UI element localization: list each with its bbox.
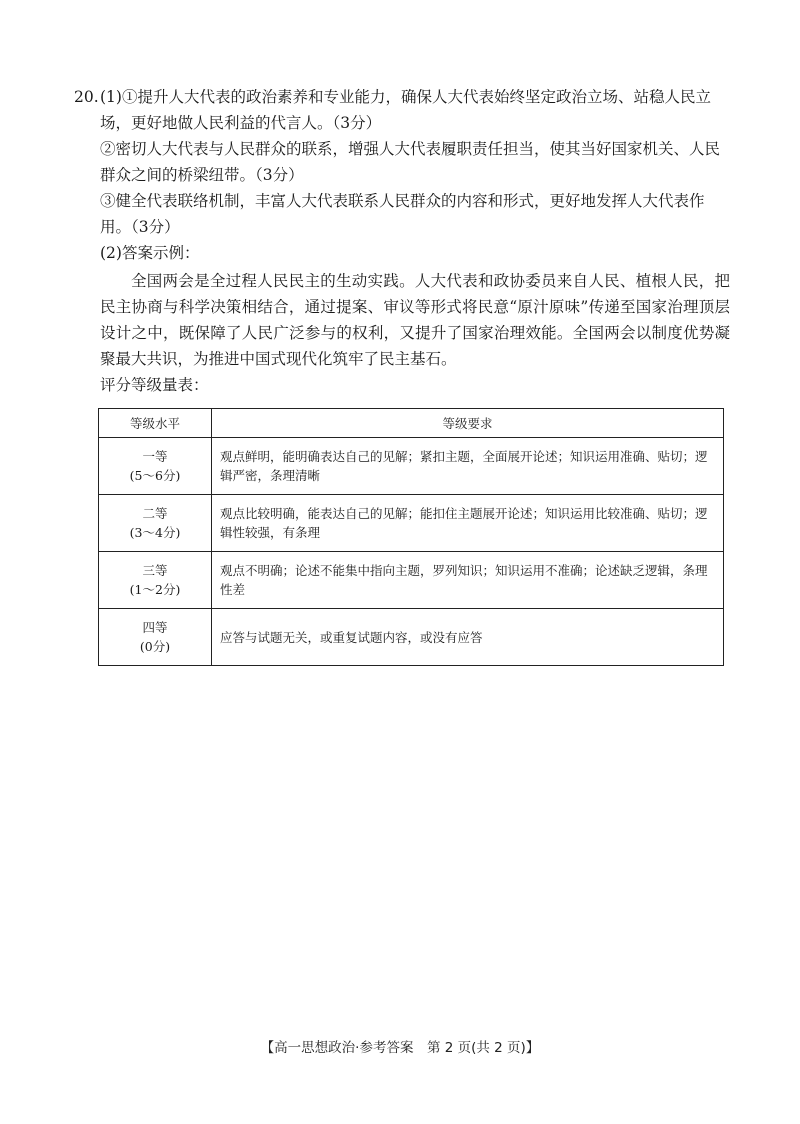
part1-point-3: ③健全代表联络机制，丰富人大代表联系人民群众的内容和形式，更好地发挥人大代表作用。（3分） xyxy=(100,192,705,236)
requirement-cell: 观点不明确；论述不能集中指向主题，罗列知识；知识运用不准确；论述缺乏逻辑，条理性差 xyxy=(212,552,724,609)
table-row xyxy=(99,438,724,495)
level-name: 三等 xyxy=(142,563,168,578)
table-row xyxy=(99,495,724,552)
level-cell xyxy=(99,438,212,495)
level-cell xyxy=(99,609,212,666)
grading-scale-table xyxy=(98,408,724,666)
requirement-cell: 应答与试题无关，或重复试题内容，或没有应答 xyxy=(212,609,724,666)
level-score: (0分) xyxy=(139,639,171,654)
level-score: (1～2分) xyxy=(129,582,181,597)
level-name: 一等 xyxy=(142,449,168,464)
question-20 xyxy=(74,84,730,398)
level-name: 四等 xyxy=(142,620,168,635)
level-name: 二等 xyxy=(142,506,168,521)
page-footer: 【高一思想政治·参考答案 第 2 页(共 2 页)】 xyxy=(260,1040,540,1056)
requirement-cell: 观点比较明确，能表达自己的见解；能扣住主题展开论述；知识运用比较准确、贴切；逻辑性较强，有条理 xyxy=(212,495,724,552)
scale-title: 评分等级量表： xyxy=(100,376,209,394)
part1-point-1 xyxy=(74,84,730,136)
table-row xyxy=(99,552,724,609)
sample-essay: 全国两会是全过程人民民主的生动实践。人大代表和政协委员来自人民、植根人民，把民主协商与科学决策相结合，通过提案、审议等形式将民意“原汁原味”传递至国家治理顶层设计之中，既保障了人民广泛参与的权利，又提升了国家治理效能。全国两会以制度优势凝聚最大共识，为推进中国式现代化筑牢了民主基石。 xyxy=(100,272,730,368)
table-header-row xyxy=(99,409,724,438)
question-number: 20. xyxy=(74,88,99,106)
level-cell xyxy=(99,552,212,609)
requirement-cell: 观点鲜明，能明确表达自己的见解；紧扣主题，全面展开论述；知识运用准确、贴切；逻辑严密，条理清晰 xyxy=(212,438,724,495)
part1-label: (1) xyxy=(100,88,122,106)
part1-point-1-text: ①提升人大代表的政治素养和专业能力，确保人大代表始终坚定政治立场、站稳人民立场，更好地做人民利益的代言人。（3分） xyxy=(100,88,711,132)
header-requirement: 等级要求 xyxy=(212,409,724,438)
level-cell xyxy=(99,495,212,552)
part2-heading: (2)答案示例： xyxy=(100,244,200,262)
level-score: (5～6分) xyxy=(129,468,181,483)
level-score: (3～4分) xyxy=(129,525,181,540)
header-level: 等级水平 xyxy=(99,409,212,438)
table-row xyxy=(99,609,724,666)
part1-point-2: ②密切人大代表与人民群众的联系，增强人大代表履职责任担当，使其当好国家机关、人民群众之间的桥梁纽带。（3分） xyxy=(100,140,721,184)
